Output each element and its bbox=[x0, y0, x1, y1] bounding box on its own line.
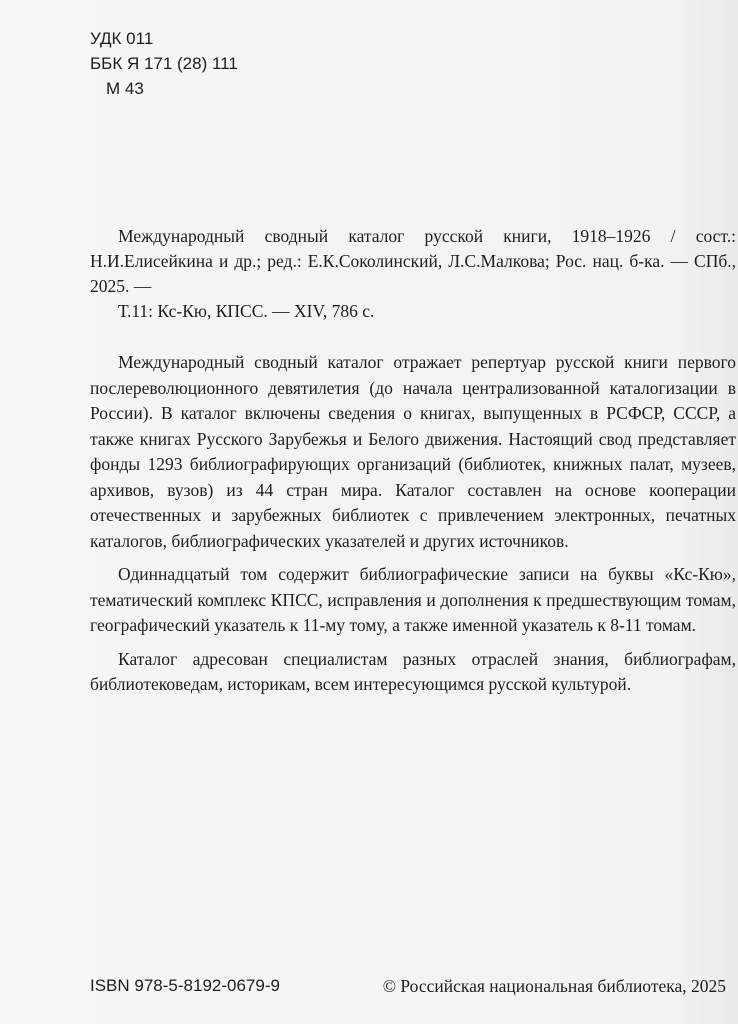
annotation-paragraph: Одиннадцатый том содержит библиографические записи на буквы «Кс-Кю», тематический комплекс КПСС, исправления и дополнения к предшествующим томам, географический указатель к 11-му тому, а также именной указатель к 8-11 томам. bbox=[90, 564, 736, 635]
annotation bbox=[90, 350, 736, 706]
annotation-paragraph: Международный сводный каталог отражает репертуар русской книги первого послереволюционного девятилетия (до начала централизованной каталогизации в России). В каталог включены сведения о книгах, выпущенных в РСФСР, СССР, а также книгах Русского Зарубежья и Белого движения. Настоящий свод представляет фонды 1293 библиографирующих организаций (библиотек, книжных палат, музеев, архивов, вузов) из 44 стран мира. Каталог составлен на основе кооперации отечественных и зарубежных библиотек с привлечением электронных, печатных каталогов, библиографических указателей и других источников. bbox=[90, 352, 736, 551]
udk-index: УДК 011 bbox=[90, 29, 154, 48]
classification-block bbox=[90, 26, 238, 101]
copyright-notice: © Российская национальная библиотека, 2025 bbox=[382, 976, 726, 996]
isbn: ISBN 978-5-8192-0679-9 bbox=[90, 976, 280, 995]
footer bbox=[90, 974, 726, 998]
record-entry: Международный сводный каталог русской книги, 1918–1926 / сост.: Н.И.Елисейкина и др.; ред.: Е.К.Соколинский, Л.С.Малкова; Рос. нац. б-ка. — СПб., 2025. — bbox=[90, 226, 736, 296]
author-mark: М 43 bbox=[106, 79, 144, 98]
bbk-index: ББК Я 171 (28) 111 bbox=[90, 54, 238, 73]
annotation-paragraph: Каталог адресован специалистам разных отраслей знания, библиографам, библиотековедам, историкам, всем интересующимся русской культурой. bbox=[90, 648, 736, 694]
bibliographic-record bbox=[90, 224, 736, 324]
record-volume: Т.11: Кс-Кю, КПСС. — XIV, 786 с. bbox=[118, 301, 375, 321]
